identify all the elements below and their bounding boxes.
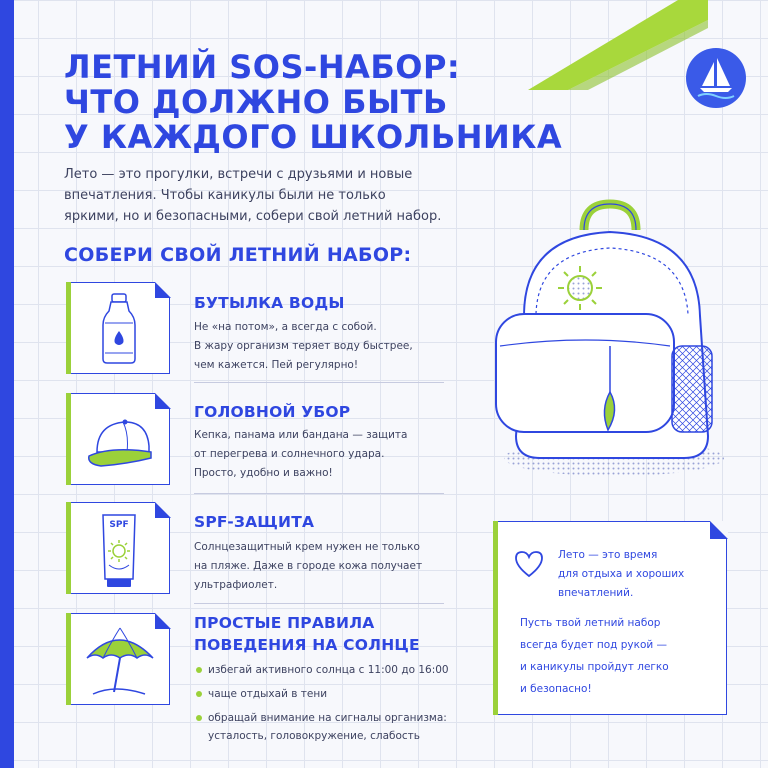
list-item: [194, 685, 494, 703]
intro-paragraph: [64, 164, 514, 227]
rule-text: усталость, головокружение, слабость: [208, 730, 420, 742]
intro-line: яркими, но и безопасными, собери свой летний набор.: [64, 209, 442, 224]
title-line: ПРОСТЫЕ ПРАВИЛА: [194, 614, 375, 632]
text-line: от перегрева и солнечного удара.: [194, 448, 385, 460]
divider: [194, 603, 444, 604]
text-line: Кепка, панама или бандана — защита: [194, 429, 408, 441]
item-text-water: [194, 318, 454, 375]
rule-text: обращай внимание на сигналы организма:: [208, 712, 447, 724]
text-line: Солнцезащитный крем нужен не только: [194, 541, 420, 553]
item-title-rules: [194, 612, 420, 656]
item-text-cap: [194, 426, 454, 483]
section-title: СОБЕРИ СВОЙ ЛЕТНИЙ НАБОР:: [64, 244, 412, 266]
cap-card: [66, 393, 170, 485]
item-text-spf: [194, 538, 454, 595]
text-line: чем кажется. Пей регулярно!: [194, 359, 359, 371]
sailboat-logo-icon: [686, 48, 746, 108]
note-line: впечатлений.: [558, 587, 634, 599]
note-lead: [558, 546, 708, 603]
note-line: Лето — это время: [558, 549, 658, 561]
bullet-dot: [196, 667, 202, 673]
bullet-dot: [196, 691, 202, 697]
note-line: Пусть твой летний набор: [520, 617, 661, 629]
cap-icon: [67, 394, 171, 486]
backpack-with-sun-icon: [476, 196, 736, 486]
text-line: Не «на потом», а всегда с собой.: [194, 321, 377, 333]
left-accent-bar: [0, 0, 14, 768]
list-item: [194, 709, 494, 745]
spf-label: SPF: [109, 520, 129, 530]
note-accent: [493, 521, 498, 715]
item-title-spf: SPF-ЗАЩИТА: [194, 513, 315, 531]
intro-line: впечатления. Чтобы каникулы были не только: [64, 188, 386, 203]
title-line: ЧТО ДОЛЖНО БЫТЬ: [64, 83, 448, 121]
title-line: ЛЕТНИЙ SOS-НАБОР:: [64, 48, 461, 86]
note-line: для отдыха и хороших: [558, 568, 685, 580]
item-title-water: БУТЫЛКА ВОДЫ: [194, 294, 345, 312]
rule-text: чаще отдыхай в тени: [208, 688, 328, 700]
spf-card: [66, 502, 170, 594]
text-line: на пляже. Даже в городе кожа получает: [194, 560, 423, 572]
note-line: всегда будет под рукой —: [520, 639, 668, 651]
sunscreen-tube-icon: [67, 503, 171, 595]
heart-icon: [514, 550, 544, 578]
note-line: и безопасно!: [520, 683, 592, 695]
page-title: [64, 50, 564, 155]
divider: [194, 493, 444, 494]
note-body: [520, 612, 710, 700]
title-line: ПОВЕДЕНИЯ НА СОЛНЦЕ: [194, 636, 420, 654]
intro-line: Лето — это прогулки, встречи с друзьями и новые: [64, 167, 413, 182]
title-line: У КАЖДОГО ШКОЛЬНИКА: [64, 118, 563, 156]
water-bottle-card: [66, 282, 170, 374]
text-line: ультрафиолет.: [194, 579, 278, 591]
text-line: Просто, удобно и важно!: [194, 467, 333, 479]
summary-note: [493, 521, 727, 715]
beach-umbrella-card: [66, 613, 170, 705]
item-title-cap: ГОЛОВНОЙ УБОР: [194, 403, 351, 421]
bullet-dot: [196, 715, 202, 721]
text-line: В жару организм теряет воду быстрее,: [194, 340, 413, 352]
note-fold: [710, 521, 728, 539]
beach-umbrella-icon: [67, 614, 171, 706]
rule-text: избегай активного солнца с 11:00 до 16:00: [208, 664, 449, 676]
water-bottle-icon: [67, 283, 171, 375]
divider: [194, 382, 444, 383]
list-item: [194, 661, 494, 679]
rules-list: [194, 661, 494, 751]
note-line: и каникулы пройдут легко: [520, 661, 669, 673]
